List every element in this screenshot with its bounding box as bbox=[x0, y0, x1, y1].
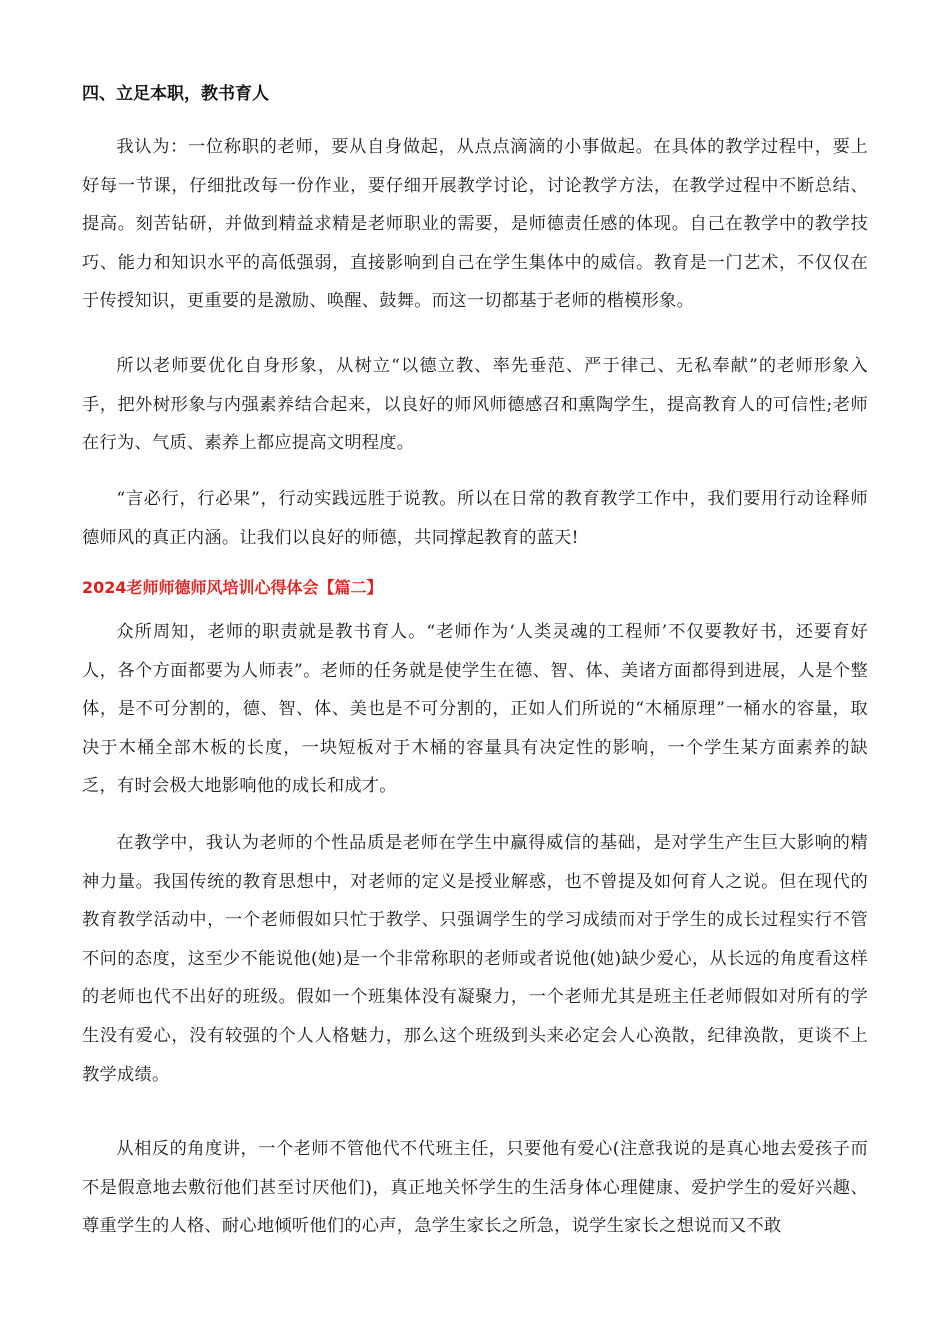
paragraph: 我认为：一位称职的老师，要从自身做起，从点点滴滴的小事做起。在具体的教学过程中，要上好每一节课，仔细批改每一份作业，要仔细开展教学讨论，讨论教学方法，在教学过程中不断总结、提高。刻苦钻研，并做到精益求精是老师职业的需要，是师德责任感的体现。自己在教学中的教学技巧、能力和知识水平的高低强弱，直接影响到自己在学生集体中的威信。教育是一门艺术，不仅仅在于传授知识，更重要的是激励、唤醒、鼓舞。而这一切都基于老师的楷模形象。 bbox=[82, 137, 868, 312]
paragraph: 从相反的角度讲，一个老师不管他代不代班主任，只要他有爱心(注意我说的是真心地去爱孩子而不是假意地去敷衍他们甚至讨厌他们)，真正地关怀学生的生活身体心理健康、爱护学生的爱好兴趣、尊重学生的人格、耐心地倾听他们的心声，急学生家长之所急，说学生家长之想说而又不敢 bbox=[82, 1139, 868, 1237]
article-title: 2024老师师德师风培训心得体会【篇二】 bbox=[82, 578, 383, 597]
paragraph: 在教学中，我认为老师的个性品质是老师在学生中赢得威信的基础，是对学生产生巨大影响的精神力量。我国传统的教育思想中，对老师的定义是授业解惑，也不曾提及如何育人之说。但在现代的教育教学活动中，一个老师假如只忙于教学、只强调学生的学习成绩而对于学生的成长过程实行不管不问的态度，这至少不能说他(她)是一个非常称职的老师或者说他(她)缺少爱心，从长远的角度看这样的老师也代不出好的班级。假如一个班集体没有凝聚力，一个老师尤其是班主任老师假如对所有的学生没有爱心，没有较强的个人人格魅力，那么这个班级到头来必定会人心涣散，纪律涣散，更谈不上教学成绩。 bbox=[82, 833, 868, 1085]
paragraph: “言必行，行必果”，行动实践远胜于说教。所以在日常的教育教学工作中，我们要用行动诠释师德师风的真正内涵。让我们以良好的师德，共同撑起教育的蓝天! bbox=[82, 489, 868, 548]
paragraph: 所以老师要优化自身形象，从树立“以德立教、率先垂范、严于律己、无私奉献”的老师形象入手，把外树形象与内强素养结合起来，以良好的师风师德感召和熏陶学生，提高教育人的可信性;老师在行为、气质、素养上都应提高文明程度。 bbox=[82, 356, 868, 454]
paragraph: 众所周知，老师的职责就是教书育人。“老师作为‘人类灵魂的工程师’不仅要教好书，还要育好人，各个方面都要为人师表”。老师的任务就是使学生在德、智、体、美诸方面都得到进展，人是个整体，是不可分割的，德、智、体、美也是不可分割的，正如人们所说的“木桶原理”一桶水的容量，取决于木桶全部木板的长度，一块短板对于木桶的容量具有决定性的影响，一个学生某方面素养的缺乏，有时会极大地影响他的成长和成才。 bbox=[82, 622, 868, 797]
section-heading: 四、立足本职，教书育人 bbox=[82, 84, 269, 104]
